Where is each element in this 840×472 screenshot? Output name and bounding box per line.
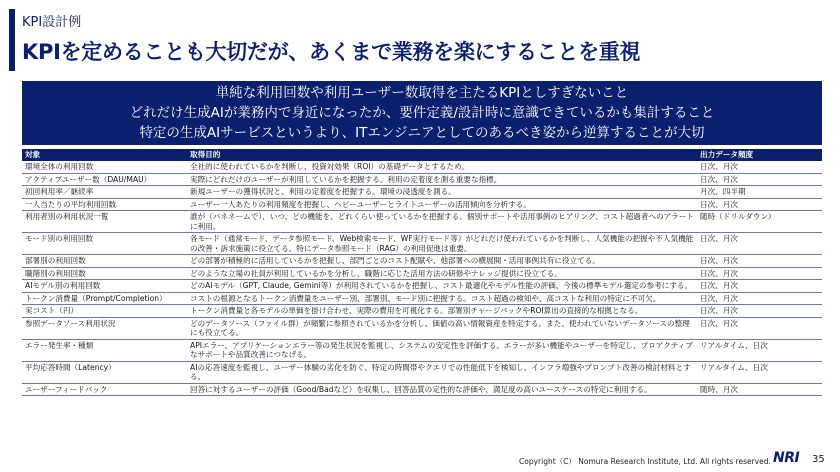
table-row [22, 339, 822, 361]
kpi-purpose-cell: 回答に対するユーザーの評価（Good/Badなど）を収集し、回答品質の定性的な評価や、満足度の高いユースケースの特定に利用する。 [187, 383, 697, 396]
table-row [22, 317, 822, 339]
kpi-frequency-cell: 日次、月次 [697, 198, 822, 211]
banner-line: どれだけ生成AIが業務内で身近になったか、要件定義/設計時に意識できているかも集計すること [129, 105, 715, 121]
slide-title: KPIを定めることも大切だが、あくまで業務を楽にすることを重視 [22, 40, 641, 64]
kpi-frequency-cell: 日次、月次 [697, 173, 822, 186]
table-row [22, 361, 822, 383]
kpi-target-cell: アクティブユーザー数（DAU/MAU） [22, 173, 187, 186]
kpi-frequency-cell: リアルタイム、日次 [697, 361, 822, 383]
table-row [22, 233, 822, 255]
kpi-purpose-cell: APIエラー、アプリケーションエラー等の発生状況を監視し、システムの安定性を評価する。エラーが多い機能やユーザーを特定し、プロアクティブなサポートや品質改善につなげる。 [187, 339, 697, 361]
kpi-target-cell: 平均応答時間（Latency） [22, 361, 187, 383]
table-row [22, 198, 822, 211]
kpi-purpose-cell: コストの根源となるトークン消費量をユーザー別、部署別、モード別に把握する。コスト超過の検知や、高コストな利用の特定に不可欠。 [187, 292, 697, 305]
kpi-purpose-cell: 誰が（パネネームで）、いつ、どの機能を、どれくらい使っているかを把握する。個別サポートや活用事例のヒアリング、コスト超過者へのアラートに利用。 [187, 211, 697, 233]
kpi-frequency-cell: 日次、月次 [697, 233, 822, 255]
kpi-purpose-cell: トークン消費量と各モデルの単価を掛け合わせ、実際の費用を可視化する。部署別チャージバックやROI算出の直接的な根拠となる。 [187, 305, 697, 318]
kpi-purpose-cell: 各モード（通常モード、データ参照モード、Web検索モード、WF実行モード等）がどれだけ使われているかを判断し、人気機能の把握や不人気機能の改善・訴求施策に役立てる。特にデータ参照モード（RAG）の利用促進は重要。 [187, 233, 697, 255]
kpi-purpose-cell: どの部署が積極的に活用しているかを把握し、部門ごとのコスト配賦や、他部署への横展開・活用事例共有に役立てる。 [187, 255, 697, 268]
kpi-target-cell: 参照データソース利用状況 [22, 317, 187, 339]
kpi-target-cell: 実コスト（円） [22, 305, 187, 318]
banner-line: 単純な利用回数や利用ユーザー数取得を主たるKPIとしすぎないこと [215, 85, 629, 101]
title-accent-bar [9, 9, 15, 71]
kpi-target-cell: AIモデル別の利用回数 [22, 280, 187, 293]
kpi-purpose-cell: 全社的に使われているかを判断し、投資対効果（ROI）の基礎データとするため。 [187, 161, 697, 173]
kpi-target-cell: ユーザーフィードバック [22, 383, 187, 396]
nri-logo: NRI [773, 450, 800, 466]
header-frequency: 出力データ頻度 [697, 149, 822, 161]
kpi-purpose-cell: ユーザー一人あたりの利用頻度を把握し、ヘビーユーザーとライトユーザーの活用傾向を分析する。 [187, 198, 697, 211]
kpi-target-cell: 環境全体の利用回数 [22, 161, 187, 173]
table-row [22, 173, 822, 186]
kpi-target-cell: 職階別の利用回数 [22, 267, 187, 280]
kpi-purpose-cell: どのデータソース（ファイル群）が頻繁に参照されているかを分析し、価値の高い情報資産を特定する。また、使われていないデータソースの整理にも役立てる。 [187, 317, 697, 339]
kpi-purpose-cell: どのAIモデル（GPT, Claude, Gemini等）が利用されているかを把握し、コスト最適化やモデル性能の評価、今後の標準モデル選定の参考にする。 [187, 280, 697, 293]
page-number: 35 [812, 454, 825, 465]
table-header-row [22, 149, 822, 161]
section-label: KPI設計例 [22, 15, 82, 30]
kpi-purpose-cell: 新規ユーザーの獲得状況と、利用の定着度を把握する。環境の浸透度を測る。 [187, 186, 697, 199]
kpi-frequency-cell: 日次、月次 [697, 255, 822, 268]
kpi-frequency-cell: 日次、月次 [697, 317, 822, 339]
header-target: 対象 [22, 149, 187, 161]
kpi-target-cell: モード別の利用回数 [22, 233, 187, 255]
kpi-frequency-cell: 日次、月次 [697, 161, 822, 173]
kpi-target-cell: エラー発生率・種類 [22, 339, 187, 361]
header-purpose: 取得目的 [187, 149, 697, 161]
kpi-frequency-cell: 日次、月次 [697, 305, 822, 318]
kpi-frequency-cell: リアルタイム、日次 [697, 339, 822, 361]
kpi-purpose-cell: 実際にどれだけのユーザーが利用しているかを把握する。利用の定着度を測る重要な指標。 [187, 173, 697, 186]
kpi-frequency-cell: 随時（ドリルダウン） [697, 211, 822, 233]
table-row [22, 186, 822, 199]
table-row [22, 255, 822, 268]
kpi-purpose-cell: AIの応答速度を監視し、ユーザー体験の劣化を防ぐ。特定の時間帯やクエリでの性能低下を検知し、インフラ増強やプロンプト改善の検討材料とする。 [187, 361, 697, 383]
table-row [22, 280, 822, 293]
kpi-target-cell: 初回利用率／継続率 [22, 186, 187, 199]
kpi-frequency-cell: 日次、月次 [697, 280, 822, 293]
kpi-frequency-cell: 日次、月次 [697, 292, 822, 305]
banner-line: 特定の生成AIサービスというより、ITエンジニアとしてのあるべき姿から逆算することが大切 [139, 125, 705, 141]
copyright: Copyright（C） Nomura Research Institute, Ltd. All rights reserved. [519, 457, 771, 466]
kpi-frequency-cell: 随時、月次 [697, 383, 822, 396]
table-row [22, 305, 822, 318]
key-message-banner [22, 81, 822, 145]
kpi-table [22, 149, 822, 396]
table-row [22, 292, 822, 305]
kpi-frequency-cell: 日次、月次 [697, 267, 822, 280]
table-row [22, 211, 822, 233]
table-row [22, 161, 822, 173]
kpi-target-cell: 部署別の利用回数 [22, 255, 187, 268]
kpi-frequency-cell: 月次、四半期 [697, 186, 822, 199]
kpi-target-cell: トークン消費量（Prompt/Completion） [22, 292, 187, 305]
kpi-purpose-cell: どのような立場の社員が利用しているかを分析し、職階に応じた活用方法の研修やナレッジ提供に役立てる。 [187, 267, 697, 280]
table-row [22, 383, 822, 396]
kpi-target-cell: 利用者別の利用状況一覧 [22, 211, 187, 233]
table-row [22, 267, 822, 280]
kpi-target-cell: 一人当たりの平均利用回数 [22, 198, 187, 211]
